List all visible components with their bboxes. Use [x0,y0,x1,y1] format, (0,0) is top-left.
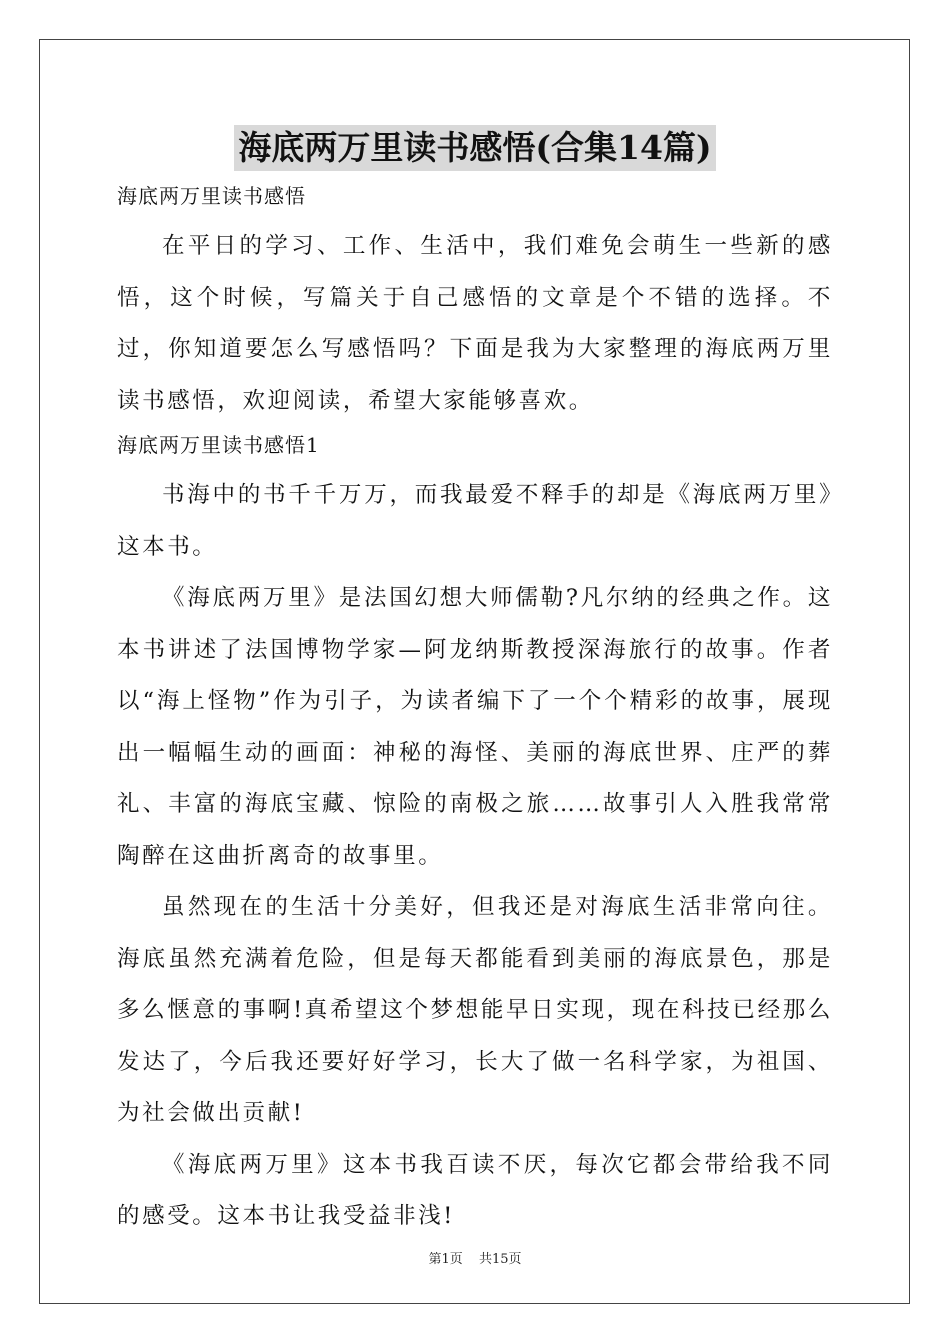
page-total: 共15页 [478,1252,522,1267]
page-number: 第1页 [428,1252,463,1267]
document-title: 海底两万里读书感悟(合集14篇) [234,125,715,171]
intro-paragraph: 在平日的学习、工作、生活中，我们难免会萌生一些新的感悟，这个时候，写篇关于自己感悟的文章是个不错的选择。不过，你知道要怎么写感悟吗？下面是我为大家整理的海底两万里读书感悟，欢迎阅读，希望大家能够喜欢。 [117,233,833,414]
section1-paragraph-1: 书海中的书千千万万，而我最爱不释手的却是《海底两万里》这本书。 [117,482,833,560]
section1-heading: 海底两万里读书感悟1 [117,433,320,457]
section1-paragraph-3: 虽然现在的生活十分美好，但我还是对海底生活非常向往。海底虽然充满着危险，但是每天都能看到美丽的海底景色，那是多么惬意的事啊!真希望这个梦想能早日实现，现在科技已经那么发达了，今后我还要好好学习，长大了做一名科学家，为祖国、为社会做出贡献! [117,894,833,1126]
title-container [0,125,950,171]
section1-paragraph-4: 《海底两万里》这本书我百读不厌，每次它都会带给我不同的感受。这本书让我受益非浅! [117,1151,833,1229]
page-footer [0,1248,950,1267]
section1-paragraph-2: 《海底两万里》是法国幻想大师儒勒?凡尔纳的经典之作。这本书讲述了法国博物学家—阿龙纳斯教授深海旅行的故事。作者以“海上怪物”作为引子，为读者编下了一个个精彩的故事，展现出一幅幅生动的画面：神秘的海怪、美丽的海底世界、庄严的葬礼、丰富的海底宝藏、惊险的南极之旅……故事引人入胜我常常陶醉在这曲折离奇的故事里。 [117,585,833,869]
document-body [117,178,833,1243]
intro-heading: 海底两万里读书感悟 [117,184,306,208]
